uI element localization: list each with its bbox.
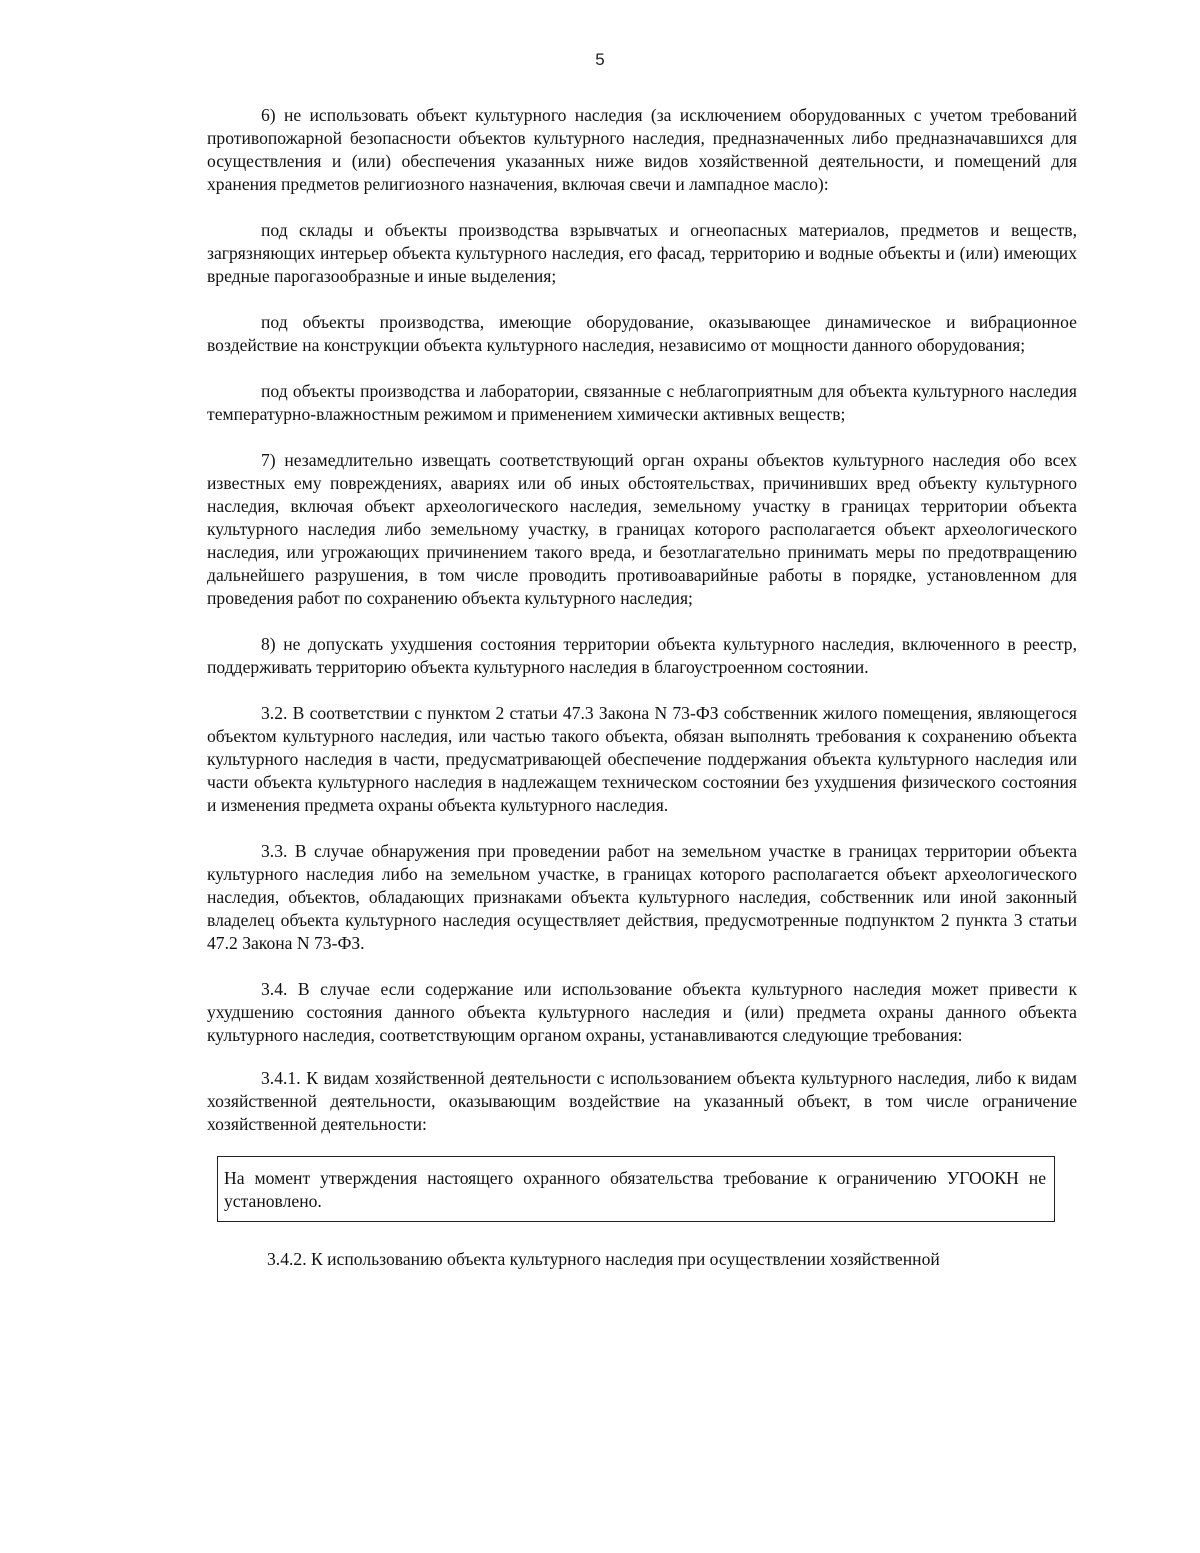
paragraph-3-4-1: 3.4.1. К видам хозяйственной деятельности с использованием объекта культурного наследия, либо к видам хозяйственной деятельности, оказывающим воздействие на указанный объект, в том числе ограничение хозяйственной деятельности: <box>207 1068 1077 1134</box>
paragraph-3-3: 3.3. В случае обнаружения при проведении работ на земельном участке в границах территории объекта культурного наследия либо на земельном участке, в границах которого располагается объект археологического наследия, объектов, обладающих признаками объекта культурного наследия, собственник или иной законный владелец объекта культурного наследия осуществляет действия, предусмотренные подпунктом 2 пункта 3 статьи 47.2 Закона N 73-ФЗ. <box>207 841 1077 953</box>
paragraph-laboratories: под объекты производства и лаборатории, связанные с неблагоприятным для объекта культурного наследия температурно-влажностным режимом и применением химически активных веществ; <box>207 381 1077 424</box>
paragraph-7: 7) незамедлительно извещать соответствующий орган охраны объектов культурного наследия обо всех известных ему повреждениях, авариях или об иных обстоятельствах, причинивших вред объекту культурного наследия, включая объект археологического наследия, земельному участку в границах территории объекта культурного наследия либо земельному участку, в границах которого располагается объект археологического наследия, или угрожающих причинением такого вреда, и безотлагательно принимать меры по предотвращению дальнейшего разрушения, в том числе проводить противоаварийные работы в порядке, установленном для проведения работ по сохранению объекта культурного наследия; <box>207 450 1077 608</box>
paragraph-3-4-2: 3.4.2. К использованию объекта культурного наследия при осуществлении хозяйственной <box>267 1249 940 1269</box>
paragraph-8: 8) не допускать ухудшения состояния территории объекта культурного наследия, включенного в реестр, поддерживать территорию объекта культурного наследия в благоустроенном состоянии. <box>207 634 1077 677</box>
paragraph-3-4: 3.4. В случае если содержание или использование объекта культурного наследия может привести к ухудшению состояния данного объекта культурного наследия и (или) предмета охраны данного объекта культурного наследия, соответствующим органом охраны, устанавливаются следующие требования: <box>207 979 1077 1045</box>
paragraph-warehouses: под склады и объекты производства взрывчатых и огнеопасных материалов, предметов и веществ, загрязняющих интерьер объекта культурного наследия, его фасад, территорию и водные объекты и (или) имеющих вредные парогазообразные и иные выделения; <box>207 220 1077 286</box>
paragraph-3-2: 3.2. В соответствии с пунктом 2 статьи 47.3 Закона N 73-ФЗ собственник жилого помещения, являющегося объектом культурного наследия, или частью такого объекта, обязан выполнять требования к сохранению объекта культурного наследия в части, предусматривающей обеспечение поддержания объекта культурного наследия или части объекта культурного наследия в надлежащем техническом состоянии без ухудшения физического состояния и изменения предмета охраны объекта культурного наследия. <box>207 703 1077 815</box>
requirement-box: На момент утверждения настоящего охранного обязательства требование к ограничению УГООКН не установлено. <box>217 1156 1055 1222</box>
paragraph-production-equipment: под объекты производства, имеющие оборудование, оказывающее динамическое и вибрационное воздействие на конструкции объекта культурного наследия, независимо от мощности данного оборудования; <box>207 312 1077 355</box>
document-body <box>207 104 1077 1271</box>
page-number: 5 <box>595 50 605 69</box>
paragraph-6: 6) не использовать объект культурного наследия (за исключением оборудованных с учетом требований противопожарной безопасности объектов культурного наследия, предназначенных либо предназначавшихся для осуществления и (или) обеспечения указанных ниже видов хозяйственной деятельности, и помещений для хранения предметов религиозного назначения, включая свечи и лампадное масло): <box>207 105 1077 194</box>
